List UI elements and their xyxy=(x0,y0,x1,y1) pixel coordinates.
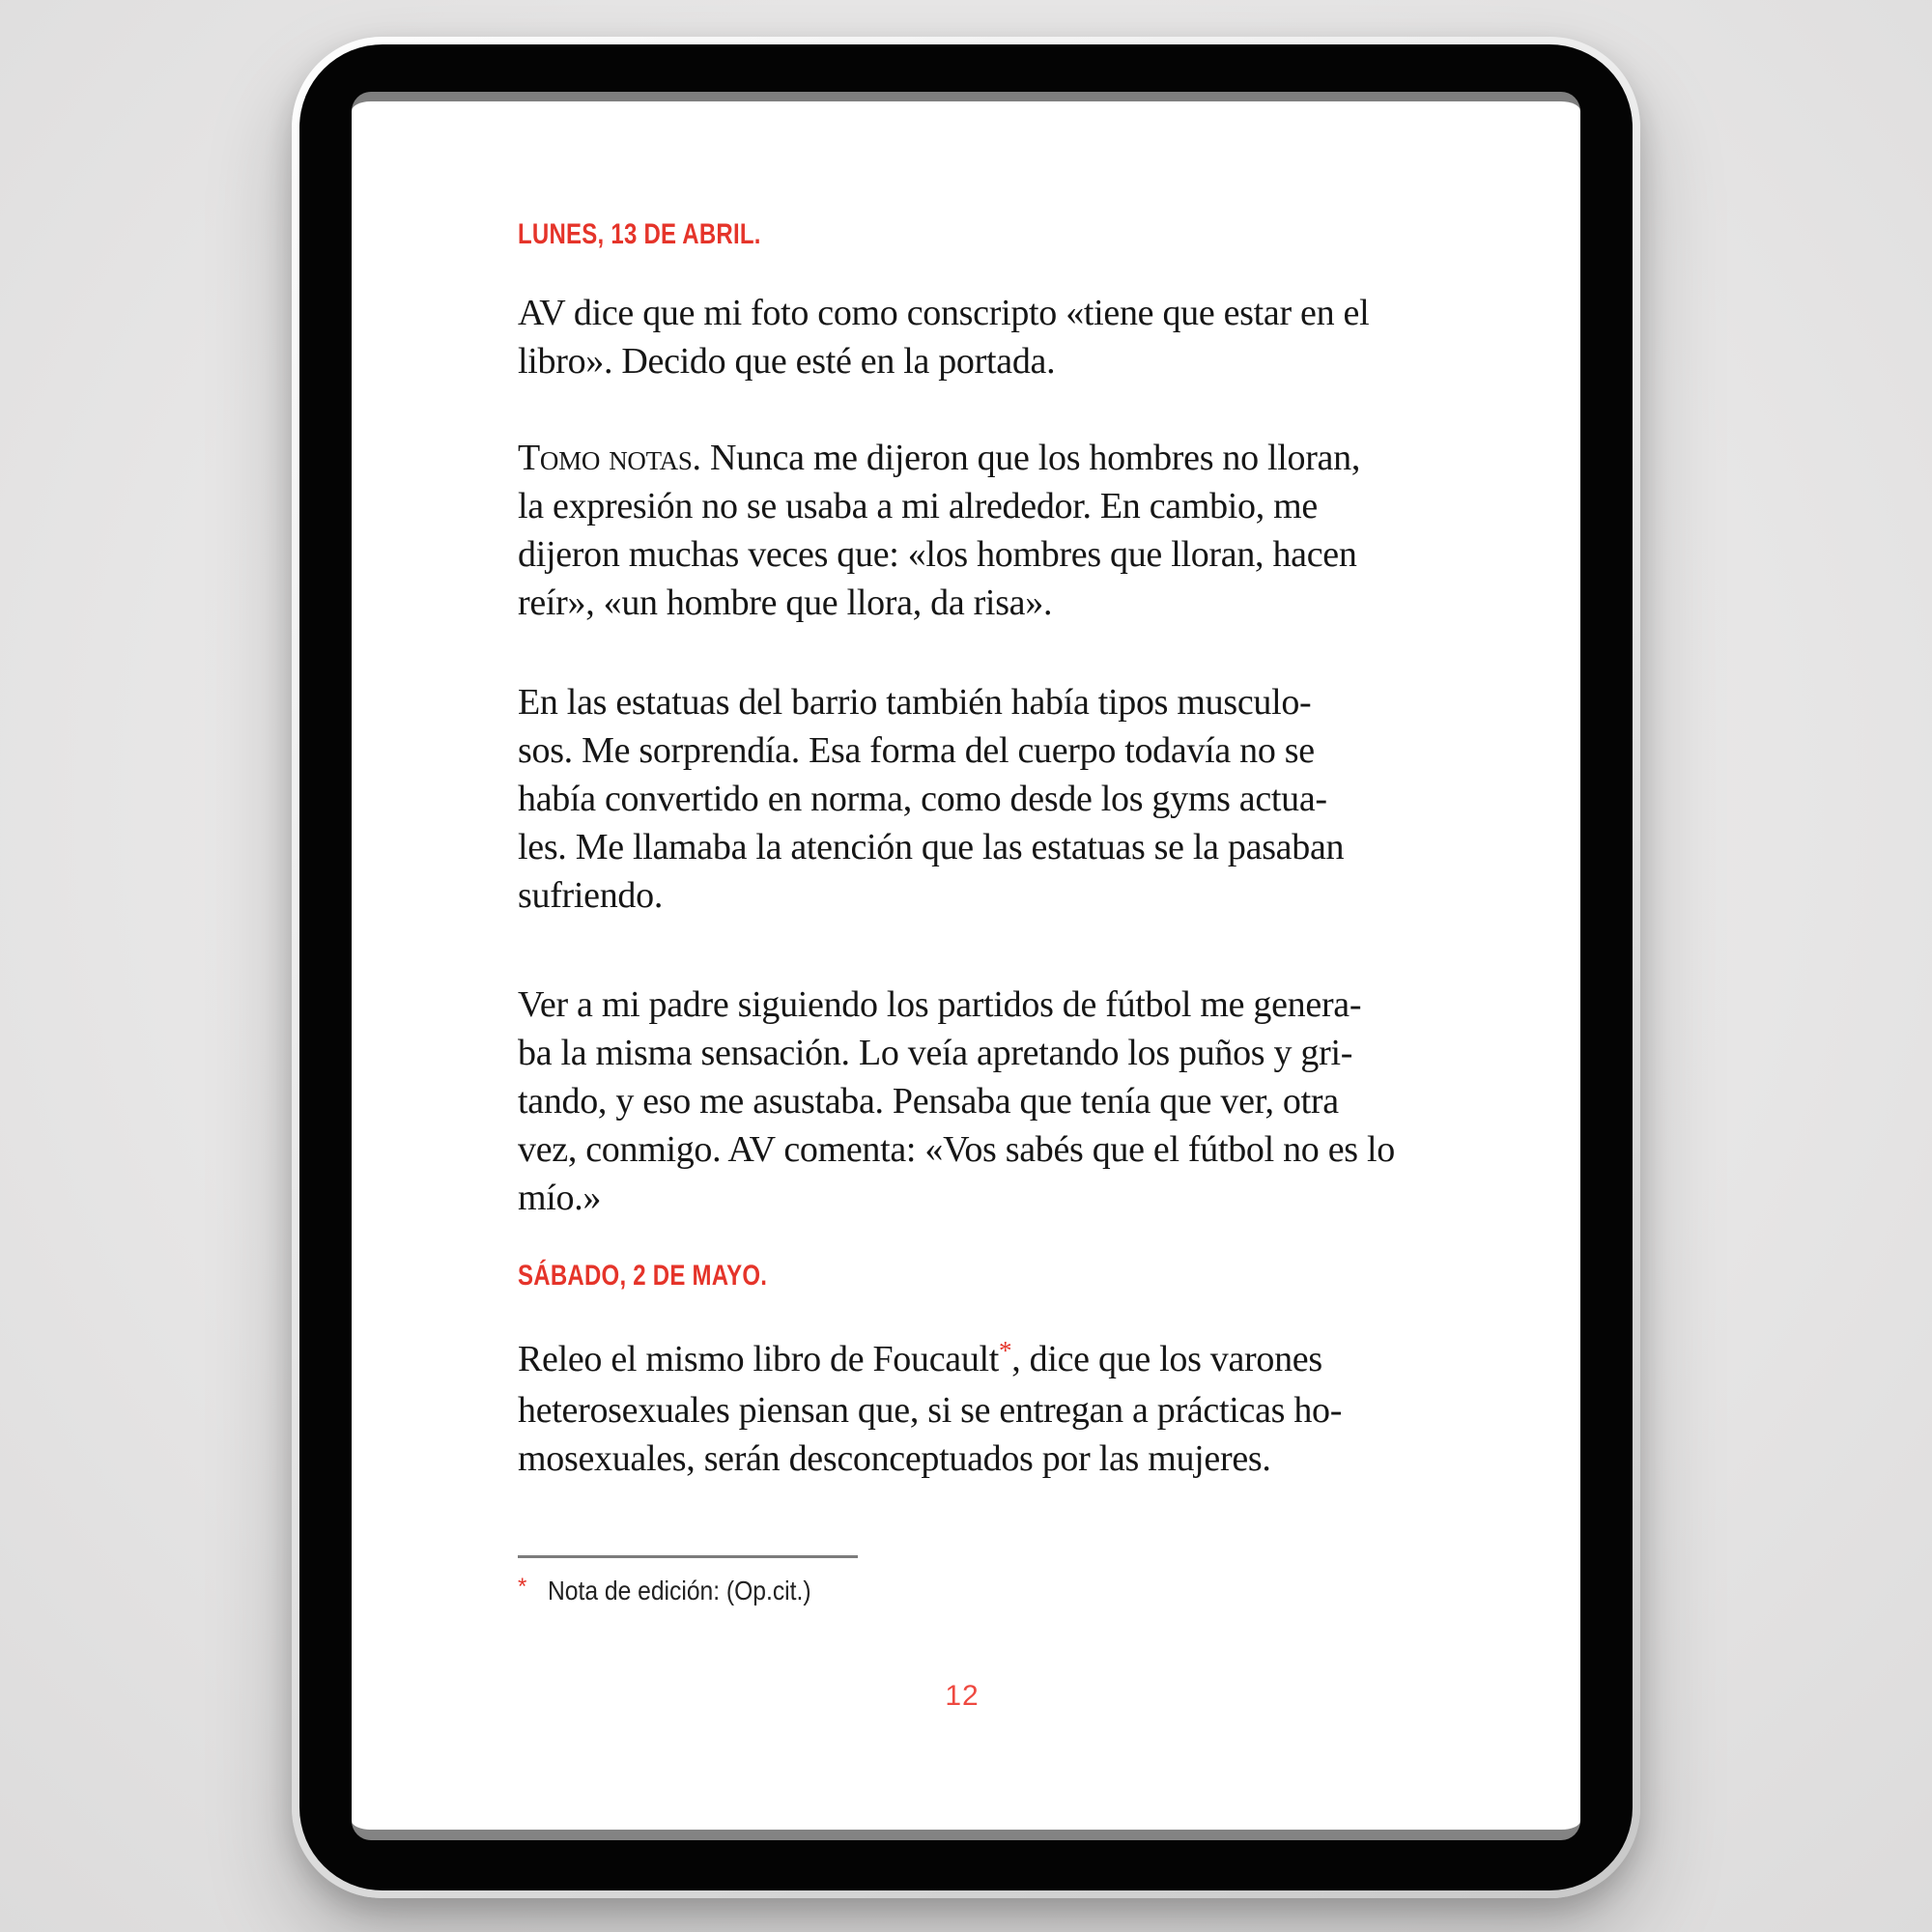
footnote-reference-marker[interactable]: * xyxy=(999,1336,1012,1365)
footnote-asterisk: * xyxy=(518,1574,527,1600)
paragraph-line xyxy=(518,434,1406,482)
paragraph-line xyxy=(518,1335,1406,1386)
paragraph-line: había convertido en norma, como desde los gyms actua- xyxy=(518,779,1327,819)
paragraph xyxy=(518,289,1406,385)
paragraph-line: sufriendo. xyxy=(518,875,664,916)
footnote-text: Nota de edición: (Op.cit.) xyxy=(548,1576,811,1605)
paragraph-line: mío.» xyxy=(518,1178,602,1218)
paragraph-line: libro». Decido que esté en la portada. xyxy=(518,341,1056,382)
paragraph-line: vez, conmigo. AV comenta: «Vos sabés que el fútbol no es lo xyxy=(518,1129,1395,1170)
paragraph-line: dijeron muchas veces que: «los hombres que lloran, hacen xyxy=(518,534,1357,575)
paragraph-line: sos. Me sorprendía. Esa forma del cuerpo todavía no se xyxy=(518,730,1315,771)
paragraph xyxy=(518,980,1406,1222)
entry-date-heading-text: LUNES, 13 DE ABRIL. xyxy=(518,218,761,250)
paragraph-line: heterosexuales piensan que, si se entregan a prácticas ho- xyxy=(518,1390,1343,1431)
footnote-divider xyxy=(518,1555,858,1558)
paragraph-line-text: Nunca me dijeron que los hombres no lloran, xyxy=(700,438,1361,478)
ereader-page[interactable] xyxy=(352,92,1580,1840)
entry-date-heading-text: SÁBADO, 2 DE MAYO. xyxy=(518,1260,768,1292)
paragraph xyxy=(518,1335,1406,1483)
paragraph-line-text: , dice que los varones xyxy=(1011,1339,1322,1379)
paragraph-line: les. Me llamaba la atención que las estatuas se la pasaban xyxy=(518,827,1345,867)
paragraph xyxy=(518,678,1406,920)
paragraph-line: tando, y eso me asustaba. Pensaba que tenía que ver, otra xyxy=(518,1081,1339,1122)
paragraph-line: ba la misma sensación. Lo veía apretando los puños y gri- xyxy=(518,1033,1353,1073)
paragraph-line: Ver a mi padre siguiendo los partidos de fútbol me genera- xyxy=(518,984,1362,1025)
small-caps-lead: Tomo notas. xyxy=(518,438,701,478)
paragraph-line: En las estatuas del barrio también había tipos musculo- xyxy=(518,682,1312,723)
tablet-bezel xyxy=(299,44,1633,1890)
paragraph-line: la expresión no se usaba a mi alrededor. En cambio, me xyxy=(518,486,1318,526)
paragraph-line: AV dice que mi foto como conscripto «tiene que estar en el xyxy=(518,293,1370,333)
tablet-device-frame xyxy=(292,37,1640,1898)
paragraph-line: mosexuales, serán desconceptuados por las mujeres. xyxy=(518,1438,1271,1479)
paragraph-line-text: Releo el mismo libro de Foucault xyxy=(518,1339,1000,1379)
paragraph xyxy=(518,434,1406,627)
footnote xyxy=(518,1571,1406,1607)
entry-date-heading xyxy=(518,218,822,251)
entry-date-heading xyxy=(518,1260,830,1293)
paragraph-line: reír», «un hombre que llora, da risa». xyxy=(518,582,1053,623)
page-number: 12 xyxy=(945,1680,980,1712)
